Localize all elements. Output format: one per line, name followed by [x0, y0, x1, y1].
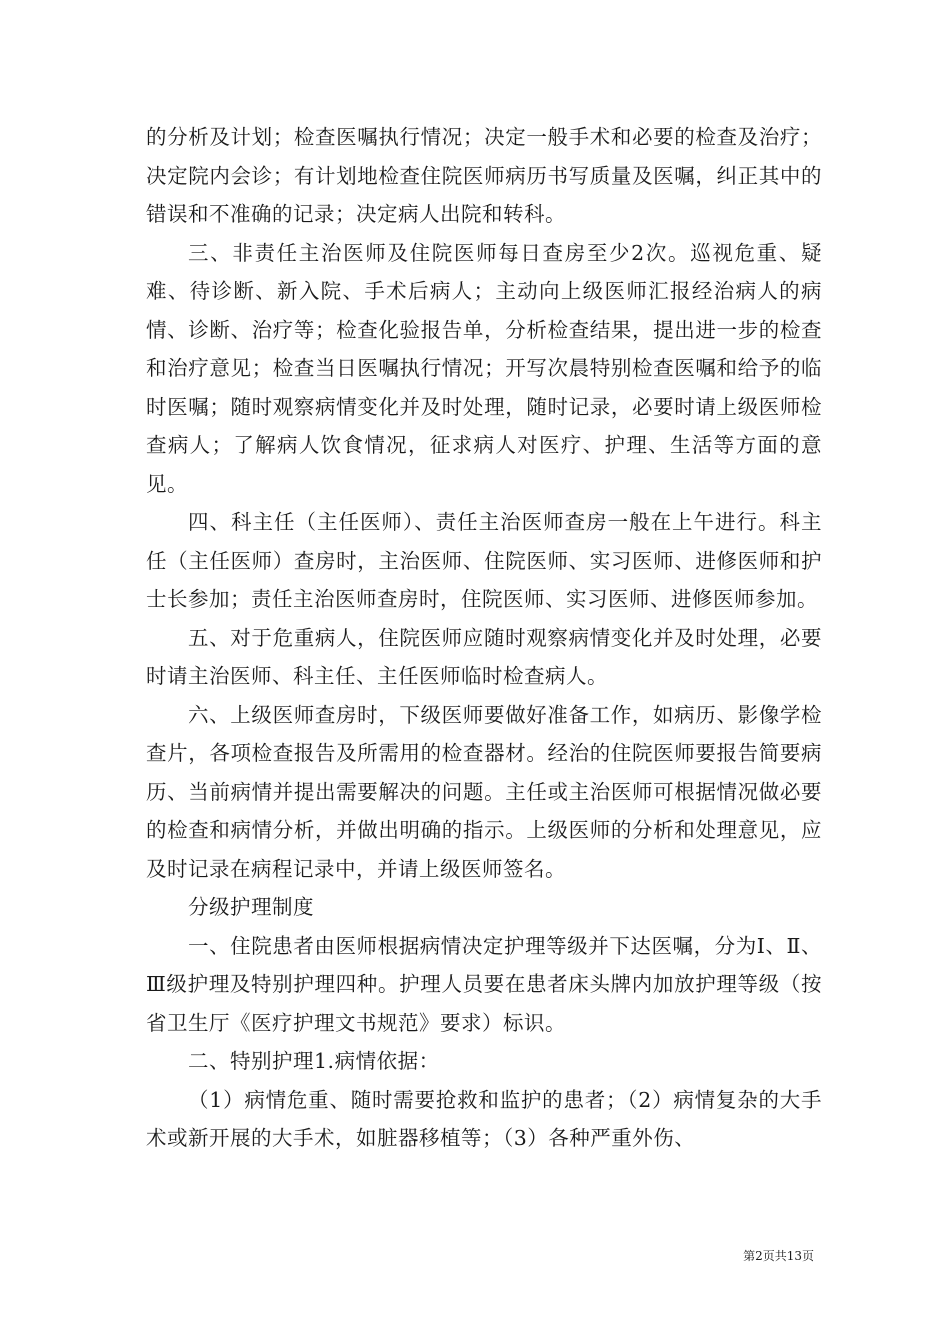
section-heading: 分级护理制度: [188, 895, 315, 919]
paragraph-nursing-1: 一、住院患者由医师根据病情决定护理等级并下达医嘱，分为Ⅰ、Ⅱ、Ⅲ级护理及特别护理四种。护理人员要在患者床头牌内加放护理等级（按省卫生厅《医疗护理文书规范》要求）标识。: [146, 933, 822, 1035]
paragraph-rule-3: 三、非责任主治医师及住院医师每日查房至少2次。巡视危重、疑难、待诊断、新入院、手术后病人；主动向上级医师汇报经治病人的病情、诊断、治疗等；检查化验报告单，分析检查结果，提出进一步的检查和治疗意见；检查当日医嘱执行情况；开写次晨特别检查医嘱和给予的临时医嘱；随时观察病情变化并及时处理，随时记录，必要时请上级医师检查病人；了解病人饮食情况，征求病人对医疗、护理、生活等方面的意见。: [146, 240, 822, 496]
paragraph-rule-5: 五、对于危重病人，住院医师应随时观察病情变化并及时处理，必要时请主治医师、科主任、主任医师临时检查病人。: [146, 625, 822, 688]
paragraph-nursing-2: 二、特别护理1.病情依据：: [188, 1049, 440, 1073]
document-body: [146, 118, 822, 1158]
paragraph-rule-4: 四、科主任（主任医师）、责任主治医师查房一般在上午进行。科主任（主任医师）查房时，主治医师、住院医师、实习医师、进修医师和护士长参加；责任主治医师查房时，住院医师、实习医师、进修医师参加。: [146, 510, 822, 611]
paragraph-continuation: 的分析及计划；检查医嘱执行情况；决定一般手术和必要的检查及治疗；决定院内会诊；有计划地检查住院医师病历书写质量及医嘱，纠正其中的错误和不准确的记录；决定病人出院和转科。: [146, 125, 822, 226]
paragraph-rule-6: 六、上级医师查房时，下级医师要做好准备工作，如病历、影像学检查片，各项检查报告及所需用的检查器材。经治的住院医师要报告简要病历、当前病情并提出需要解决的问题。主任或主治医师可根据情况做必要的检查和病情分析，并做出明确的指示。上级医师的分析和处理意见，应及时记录在病程记录中，并请上级医师签名。: [146, 702, 822, 881]
paragraph-nursing-criteria: （1）病情危重、随时需要抢救和监护的患者；（2）病情复杂的大手术或新开展的大手术，如脏器移植等；（3）各种严重外伤、: [146, 1087, 822, 1150]
page-number: 第2页共13页: [743, 1249, 814, 1263]
